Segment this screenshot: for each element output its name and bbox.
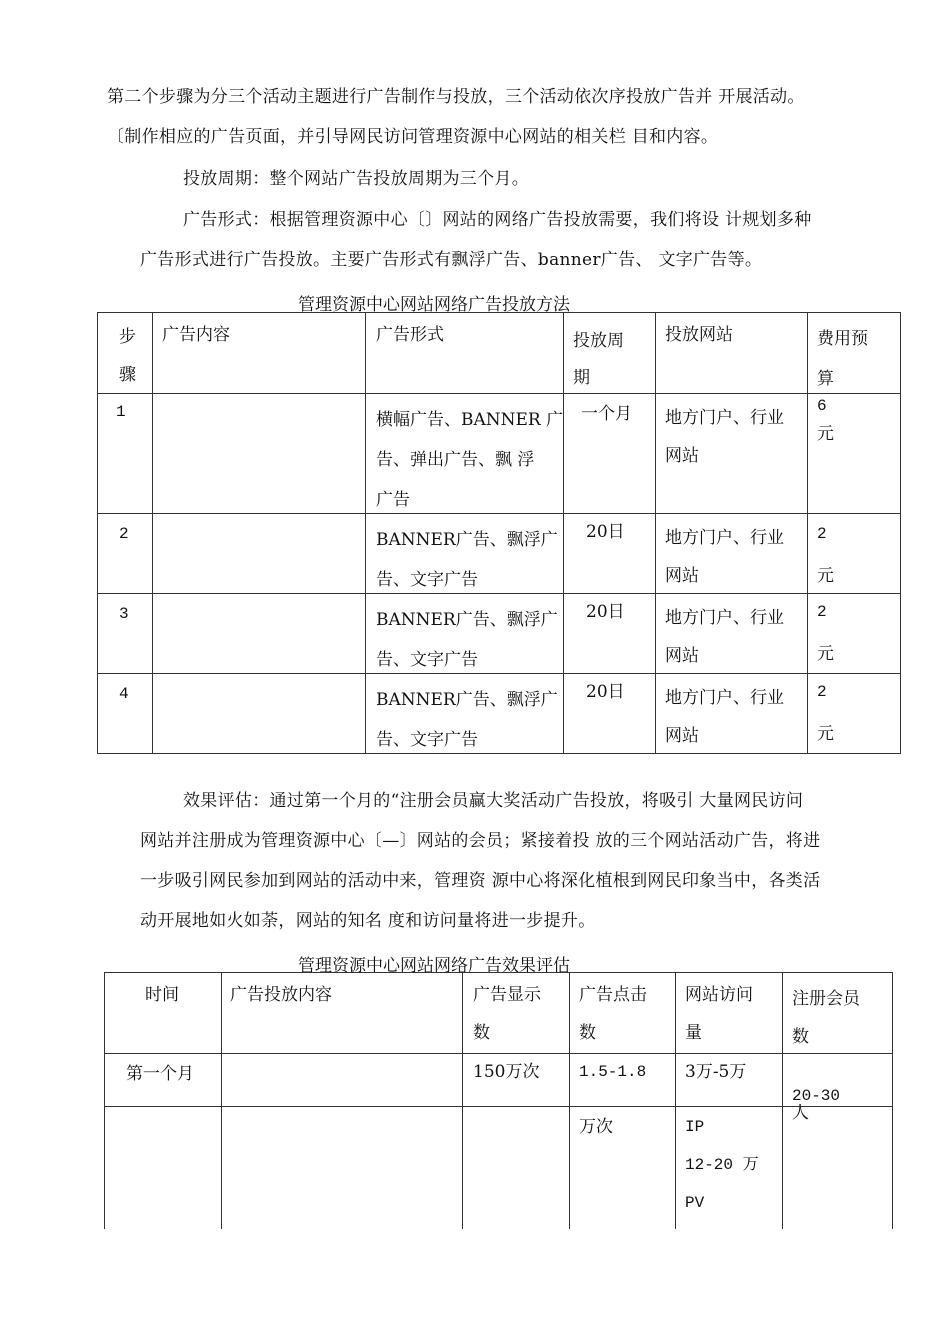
table2-header-visits: 网站访问 量 xyxy=(676,973,783,1054)
row2-form-b: 告、文字广告 xyxy=(376,570,478,590)
row4-step: 4 xyxy=(119,685,129,703)
row4-form-b: 告、文字广告 xyxy=(376,730,478,750)
row2-period: 20日 xyxy=(586,522,625,542)
table2-row-1-cont xyxy=(105,1107,893,1229)
t2-row1-members-a: 20-30 xyxy=(792,1087,841,1105)
t2-row1-visits-d: PV xyxy=(685,1194,705,1212)
para-eval-line1: 效果评估：通过第一个月的“注册会员赢大奖活动广告投放，将吸引 大量网民访问 xyxy=(183,791,804,811)
row4-budget-b: 元 xyxy=(817,724,834,744)
row1-budget-b: 元 xyxy=(817,424,834,444)
row1-step: 1 xyxy=(116,403,126,421)
row1-form-b: 告、弹出广告、飘 浮 xyxy=(376,450,535,470)
row3-form-a: BANNER广告、飘浮广 xyxy=(376,610,558,630)
row3-site-b: 网站 xyxy=(665,646,699,666)
row2-site-a: 地方门户、行业 xyxy=(665,528,784,548)
row1-period: 一个月 xyxy=(581,404,632,424)
t2-row1-visits-a: 3万-5万 xyxy=(685,1062,747,1082)
table1-row-4 xyxy=(98,674,901,754)
t2-row1-visits-b: IP xyxy=(685,1118,705,1136)
table1-row-1 xyxy=(98,394,901,514)
table1 xyxy=(97,312,901,754)
table2-header-members: 注册会员 数 xyxy=(783,973,893,1054)
table1-caption: 管理资源中心网站网络广告投放方法 xyxy=(298,295,570,315)
row2-form-a: BANNER广告、飘浮广 xyxy=(376,530,558,550)
row1-site-a: 地方门户、行业 xyxy=(665,408,784,428)
table2-header-shows: 广告显示 数 xyxy=(463,973,570,1054)
row2-site-b: 网站 xyxy=(665,566,699,586)
t2-row1-clicks-a: 1.5-1.8 xyxy=(579,1063,647,1081)
para1-line1: 第二个步骤为分三个活动主题进行广告制作与投放，三个活动依次序投放广告并 开展活动。 xyxy=(107,87,805,107)
table2-header-time: 时间 xyxy=(105,973,222,1054)
para-eval-line3: 一步吸引网民参加到网站的活动中来，管理资 源中心将深化植根到网民印象当中，各类活 xyxy=(140,871,821,891)
table1-header-period: 投放周 期 xyxy=(564,313,656,394)
para-period: 投放周期：整个网站广告投放周期为三个月。 xyxy=(183,169,529,189)
row1-budget-a: 6 xyxy=(817,397,827,415)
para-form-line1: 广告形式：根据管理资源中心〔〕网站的网络广告投放需要，我们将设 计规划多种 xyxy=(183,210,812,230)
para-eval-line2: 网站并注册成为管理资源中心〔—〕网站的会员；紧接着投 放的三个网站活动广告，将进 xyxy=(140,831,821,851)
table1-header-content: 广告内容 xyxy=(153,313,366,394)
row4-budget-a: 2 xyxy=(817,683,827,701)
row3-budget-b: 元 xyxy=(817,644,834,664)
row3-form-b: 告、文字广告 xyxy=(376,650,478,670)
t2-row1-time: 第一个月 xyxy=(126,1064,194,1084)
table2-caption: 管理资源中心网站网络广告效果评估 xyxy=(298,956,570,976)
table2-header-row xyxy=(105,973,893,1054)
row3-site-a: 地方门户、行业 xyxy=(665,608,784,628)
table1-header-budget: 费用预 算 xyxy=(808,313,901,394)
row2-budget-b: 元 xyxy=(817,566,834,586)
t2-row1-members-b: 人 xyxy=(792,1103,809,1123)
row4-site-a: 地方门户、行业 xyxy=(665,688,784,708)
row1-form-a: 横幅广告、BANNER 广 xyxy=(376,410,564,430)
row3-budget-a: 2 xyxy=(817,603,827,621)
table1-header-site: 投放网站 xyxy=(656,313,808,394)
t2-row1-clicks-b: 万次 xyxy=(579,1117,613,1137)
row4-period: 20日 xyxy=(586,682,625,702)
para1-line2: 〔制作相应的广告页面，并引导网民访问管理资源中心网站的相关栏 目和内容。 xyxy=(107,127,719,147)
row1-form-c: 广告 xyxy=(376,490,410,510)
row4-form-a: BANNER广告、飘浮广 xyxy=(376,690,558,710)
row1-site-b: 网站 xyxy=(665,446,699,466)
t2-row1-visits-c: 12-20 万 xyxy=(685,1156,759,1174)
row3-step: 3 xyxy=(119,605,129,623)
t2-row1-shows: 150万次 xyxy=(473,1062,540,1082)
table1-header-form: 广告形式 xyxy=(366,313,564,394)
table2-header-content: 广告投放内容 xyxy=(222,973,463,1054)
table1-row-2 xyxy=(98,514,901,594)
para-form-line2: 广告形式进行广告投放。主要广告形式有飘浮广告、banner广告、 文字广告等。 xyxy=(140,250,763,270)
row2-budget-a: 2 xyxy=(817,525,827,543)
table1-row-3 xyxy=(98,594,901,674)
row4-site-b: 网站 xyxy=(665,726,699,746)
row3-period: 20日 xyxy=(586,602,625,622)
para-eval-line4: 动开展地如火如荼，网站的知名 度和访问量将进一步提升。 xyxy=(140,911,596,931)
table2-row-1 xyxy=(105,1054,893,1107)
row2-step: 2 xyxy=(119,525,129,543)
table2-header-clicks: 广告点击 数 xyxy=(570,973,676,1054)
table2 xyxy=(104,972,893,1229)
table1-header-step: 步 骤 xyxy=(98,313,153,394)
table1-header-row xyxy=(98,313,901,394)
